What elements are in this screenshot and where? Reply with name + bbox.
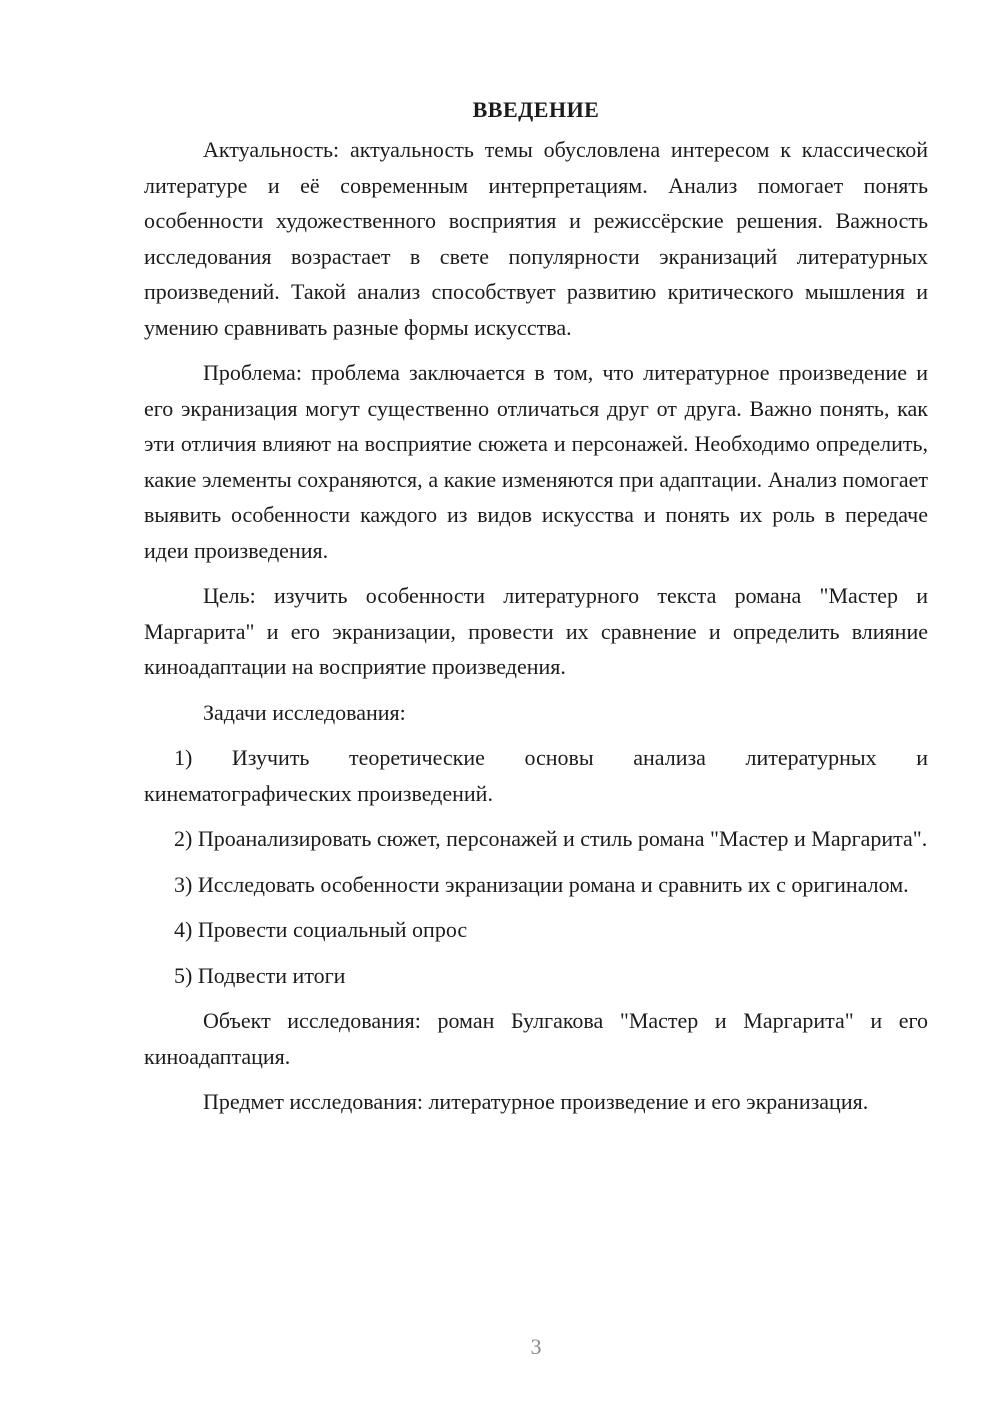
section-heading: ВВЕДЕНИЕ xyxy=(472,97,600,122)
task-item-2: 2) Проанализировать сюжет, персонажей и стиль романа "Мастер и Маргарита". xyxy=(174,826,928,851)
task-item-5: 5) Подвести итоги xyxy=(174,962,346,988)
page-number: 3 xyxy=(530,1334,542,1359)
problem-paragraph: Проблема: проблема заключается в том, что литературное произведение и его экранизация могут существенно отличаться друг от друга. Важно понять, как эти отличия влияют на восприятие сюжета и персонажей. Необходимо определить, какие элементы сохраняются, а какие изменяются при адаптации. Анализ помогает выявить особенности каждого из видов искусства и понять их роль в передаче идеи произведения. xyxy=(144,360,928,563)
subject-paragraph: Предмет исследования: литературное произведение и его экранизация. xyxy=(203,1089,869,1114)
task-item-3: 3) Исследовать особенности экранизации романа и сравнить их с оригиналом. xyxy=(174,871,909,897)
task-item-4: 4) Провести социальный опрос xyxy=(174,917,468,942)
tasks-title: Задачи исследования: xyxy=(203,699,406,725)
goal-paragraph: Цель: изучить особенности литературного текста романа "Мастер и Маргарита" и его экранизации, провести их сравнение и определить влияние киноадаптации на восприятие произведения. xyxy=(144,583,928,679)
relevance-paragraph: Актуальность: актуальность темы обусловлена интересом к классической литературе и её современным интерпретациям. Анализ помогает понять особенности художественного восприятия и режиссёрские решения. Важность исследования возрастает в свете популярности экранизаций литературных произведений. Такой анализ способствует развитию критического мышления и умению сравнивать разные формы искусства. xyxy=(144,137,928,340)
object-paragraph: Объект исследования: роман Булгакова "Мастер и Маргарита" и его киноадаптация. xyxy=(144,1008,928,1069)
document-page xyxy=(144,92,928,1130)
task-item-1: 1) Изучить теоретические основы анализа литературных и кинематографических произведений. xyxy=(144,745,928,806)
